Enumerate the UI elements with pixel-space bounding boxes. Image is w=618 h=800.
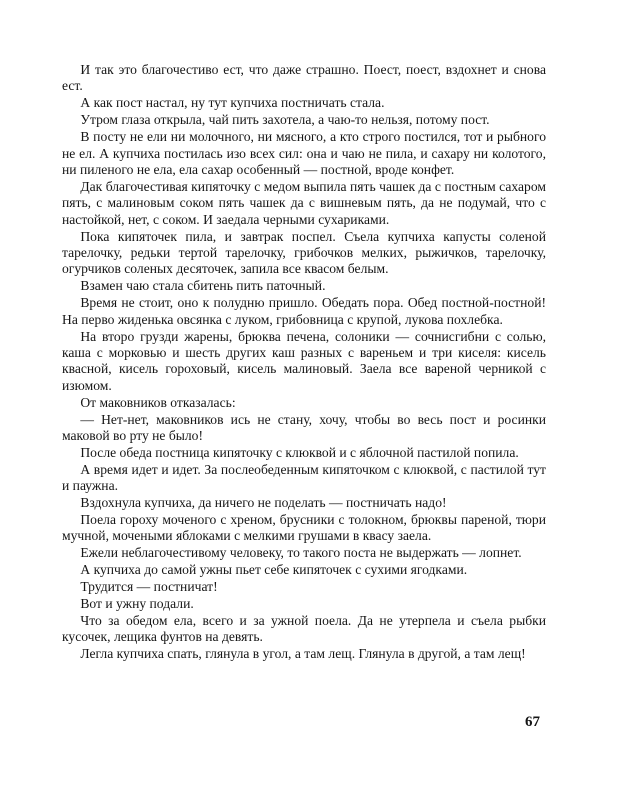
- paragraph: На второ грузди жарены, брюква печена, солоники — сочнисгибни с солью, каша с морковью и шесть других каш разных с вареньем и три киселя: кисель квасной, кисель гороховый, кисель малиновый. Заела все вареной черникой с изюмом.: [62, 328, 546, 393]
- paragraph: Что за обедом ела, всего и за ужной поела. Да не утерпела и съела рыбки кусочек, лещика фунтов на девять.: [62, 612, 546, 645]
- paragraph: Утром глаза открыла, чай пить захотела, а чаю-то нельзя, потому пост.: [80, 112, 490, 128]
- paragraph: И так это благочестиво ест, что даже страшно. Поест, поест, вздохнет и снова ест.: [62, 62, 546, 94]
- paragraph: Ежели неблагочестивому человеку, то такого поста не выдержать — лопнет.: [80, 545, 522, 561]
- paragraph: Трудится — постничат!: [80, 579, 218, 595]
- paragraph: А как пост настал, ну тут купчиха постничать стала.: [80, 95, 385, 111]
- paragraph: Вот и ужну подали.: [80, 596, 194, 611]
- paragraph: Легла купчиха спать, глянула в угол, а там лещ. Глянула в другой, а там лещ!: [80, 646, 526, 662]
- paragraph: Вздохнула купчиха, да ничего не поделать — постничать надо!: [80, 495, 447, 511]
- paragraph: — Нет-нет, маковников ись не стану, хочу, чтобы во весь пост и росинки маковой во рту не было!: [62, 411, 546, 443]
- paragraph: А купчиха до самой ужны пьет себе кипяточек с сухими ягодками.: [80, 562, 468, 578]
- paragraph: Поела гороху моченого с хреном, брусники с толокном, брюквы пареной, тюри мучной, мочеными яблоками с мелкими грушами в квасу заела.: [62, 511, 546, 544]
- paragraph: После обеда постница кипяточку с клюквой и с яблочной пастилой попила.: [80, 444, 519, 460]
- paragraph: А время идет и идет. За послеобеденным кипяточком с клюквой, с пастилой тут и паужна.: [62, 461, 546, 494]
- body-text: [62, 62, 546, 663]
- page-number: 67: [525, 714, 540, 730]
- paragraph: Время не стоит, оно к полудню пришло. Обедать пора. Обед постной-постной! На перво жиденька овсянка с луком, грибовница с крупой, лукова похлебка.: [62, 295, 546, 327]
- paragraph: В посту не ели ни молочного, ни мясного, а кто строго постился, тот и рыбного не ел. А купчиха постилась изо всех сил: она и чаю не пила, и сахару ни колотого, ни пиленого не ела, ела сахар особенный — постной, вроде конфет.: [62, 129, 546, 177]
- paragraph: От маковников отказалась:: [80, 394, 236, 410]
- paragraph: Пока кипяточек пила, и завтрак поспел. Съела купчиха капусты соленой тарелочку, редьки тертой тарелочку, грибочков мелких, рыжичков, тарелочку, огурчиков соленых десяточек, запила все квасом белым.: [62, 228, 546, 277]
- paragraph: Дак благочестивая кипяточку с медом выпила пять чашек да с постным сахаром пять, с малиновым соком пять чашек да с вишневым пять, да не подумай, что с настойкой, нет, с соком. И заедала черными сухариками.: [62, 178, 546, 227]
- paragraph: Взамен чаю стала сбитень пить паточный.: [80, 278, 326, 294]
